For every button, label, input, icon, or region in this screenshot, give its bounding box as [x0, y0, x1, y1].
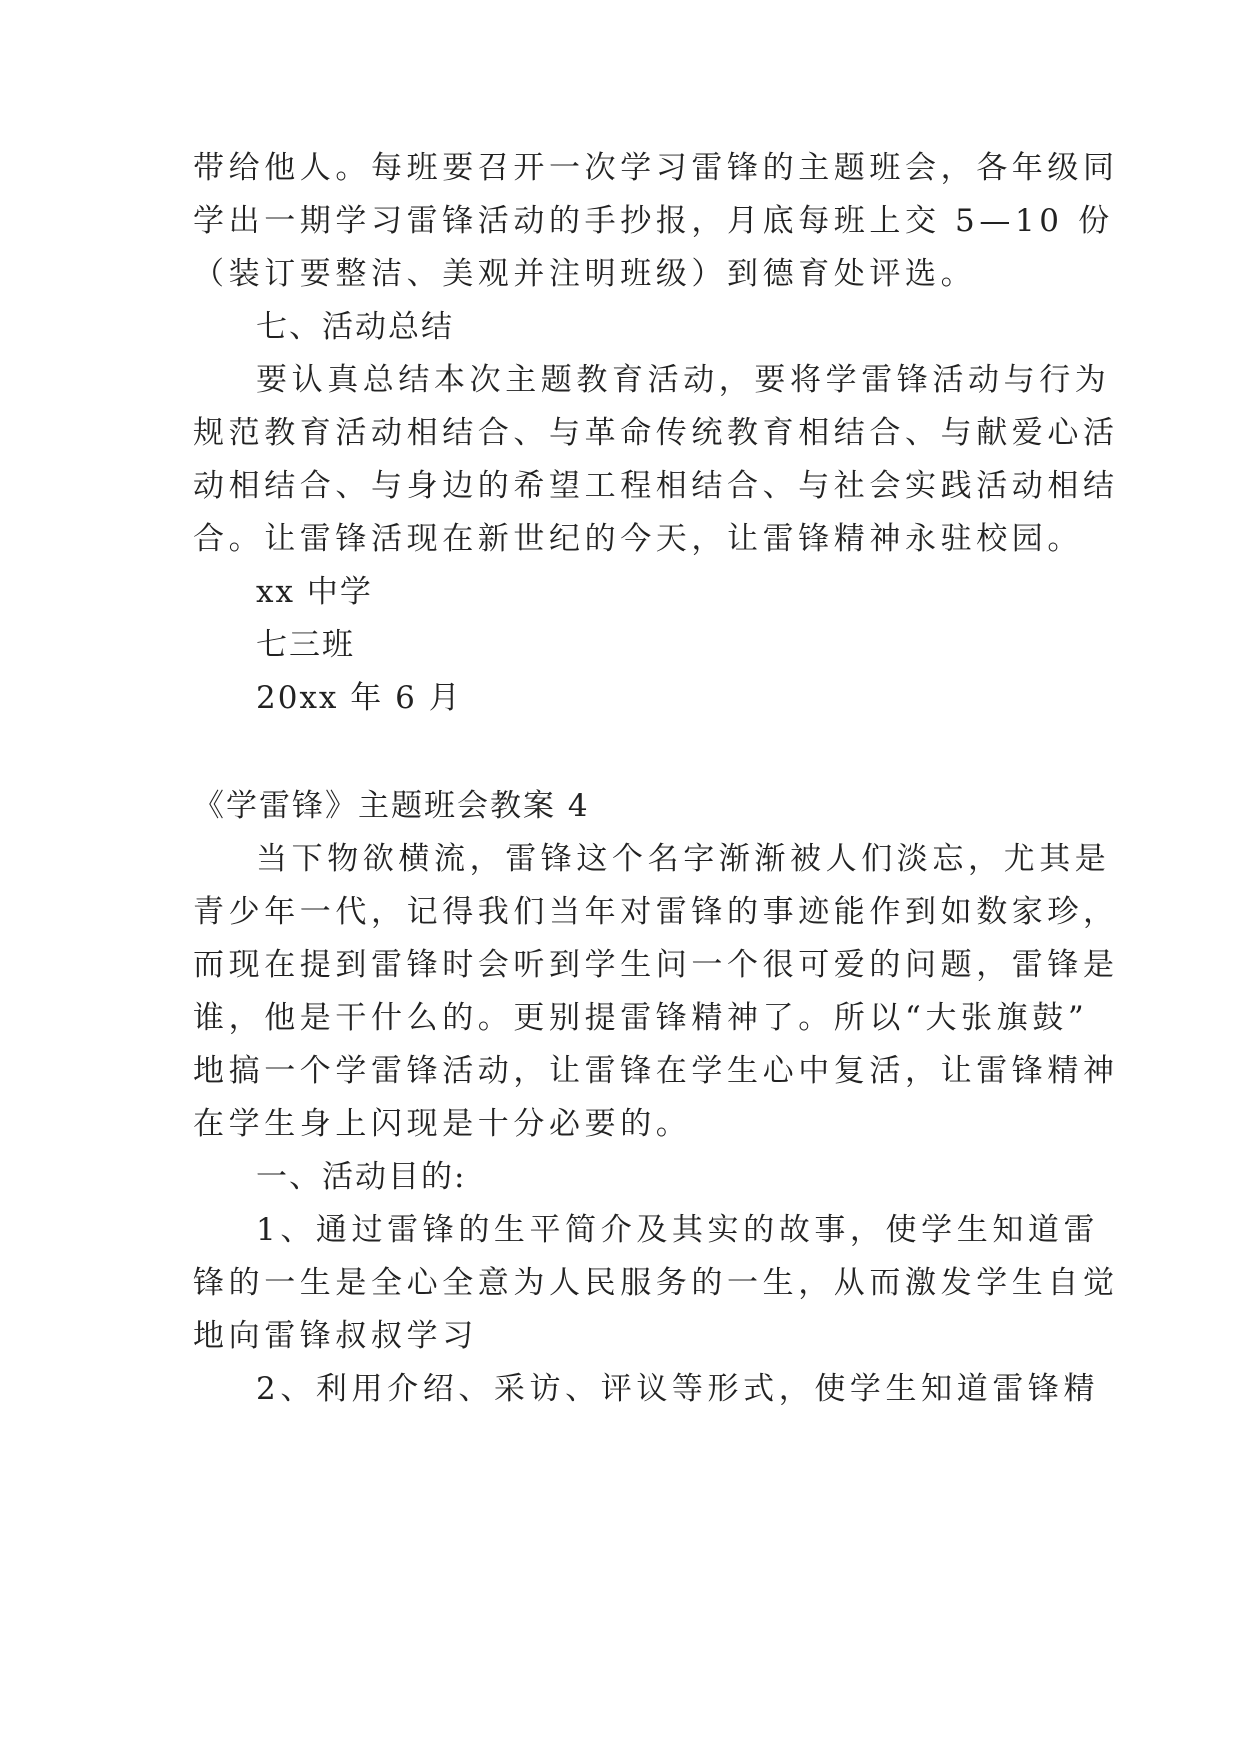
paragraph-line: 1、通过雷锋的生平简介及其实的故事，使学生知道雷 [256, 1212, 1100, 1248]
paragraph-line: 锋的一生是全心全意为人民服务的一生，从而激发学生自觉 [193, 1265, 1119, 1301]
paragraph-line: 在学生身上闪现是十分必要的。 [193, 1106, 692, 1142]
paragraph-line: 要认真总结本次主题教育活动，要将学雷锋活动与行为 [256, 362, 1111, 398]
signature-school: xx 中学 [256, 574, 373, 610]
paragraph-line: 带给他人。每班要召开一次学习雷锋的主题班会，各年级同 [193, 150, 1119, 186]
summary-heading: 七、活动总结 [256, 309, 454, 345]
paragraph-line: 学出一期学习雷锋活动的手抄报，月底每班上交 5—10 份 [193, 203, 1114, 239]
paragraph-line: 动相结合、与身边的希望工程相结合、与社会实践活动相结 [193, 468, 1119, 504]
paragraph-line: 当下物欲横流，雷锋这个名字渐渐被人们淡忘，尤其是 [256, 841, 1111, 877]
paragraph-line: 地向雷锋叔叔学习 [193, 1318, 478, 1354]
paragraph-line: （装订要整洁、美观并注明班级）到德育处评选。 [193, 256, 977, 292]
signature-date: 20xx 年 6 月 [256, 680, 462, 716]
paragraph-line: 地搞一个学雷锋活动，让雷锋在学生心中复活，让雷锋精神 [193, 1053, 1119, 1089]
paragraph-line: 谁，他是干什么的。更别提雷锋精神了。所以“大张旗鼓” [193, 1000, 1089, 1036]
signature-class: 七三班 [256, 627, 355, 663]
paragraph-line: 规范教育活动相结合、与革命传统教育相结合、与献爱心活 [193, 415, 1119, 451]
paragraph-line: 而现在提到雷锋时会听到学生问一个很可爱的问题，雷锋是 [193, 947, 1119, 983]
paragraph-line: 2、利用介绍、采访、评议等形式，使学生知道雷锋精 [256, 1371, 1100, 1407]
goal-heading: 一、活动目的: [256, 1159, 467, 1195]
paragraph-line: 青少年一代，记得我们当年对雷锋的事迹能作到如数家珍， [193, 894, 1119, 930]
section-title: 《学雷锋》主题班会教案 4 [193, 788, 590, 824]
paragraph-line: 合。让雷锋活现在新世纪的今天，让雷锋精神永驻校园。 [193, 521, 1083, 557]
